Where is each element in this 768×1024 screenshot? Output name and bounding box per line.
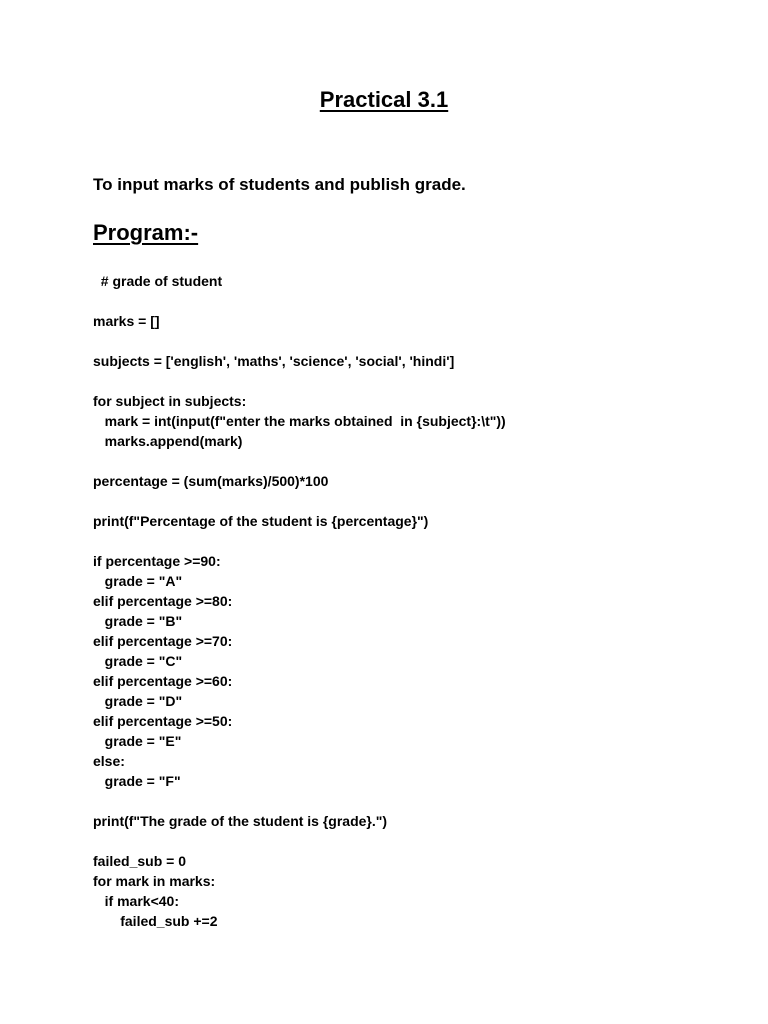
code-line: print(f"Percentage of the student is {percentage}") — [93, 513, 429, 529]
code-line — [93, 831, 713, 851]
code-line: if mark<40: — [93, 893, 179, 909]
code-line: for subject in subjects: — [93, 393, 247, 409]
code-line — [93, 451, 713, 471]
title-text: Practical 3.1 — [319, 87, 449, 112]
code-line: failed_sub +=2 — [93, 913, 218, 929]
code-line: subjects = ['english', 'maths', 'science', 'social', 'hindi'] — [93, 353, 455, 369]
code-line: grade = "D" — [93, 693, 183, 709]
code-line — [93, 531, 713, 551]
code-line: elif percentage >=70: — [93, 633, 233, 649]
code-line: grade = "F" — [93, 773, 181, 789]
code-line: grade = "E" — [93, 733, 182, 749]
code-line: else: — [93, 753, 125, 769]
code-line: marks = [] — [93, 313, 160, 329]
code-line: elif percentage >=60: — [93, 673, 233, 689]
code-line: grade = "A" — [93, 573, 183, 589]
aim-statement: To input marks of students and publish grade. — [93, 175, 466, 194]
code-line — [93, 371, 713, 391]
code-line: failed_sub = 0 — [93, 853, 186, 869]
code-line — [93, 291, 713, 311]
code-line: elif percentage >=50: — [93, 713, 233, 729]
document-title — [0, 85, 768, 115]
code-line — [93, 491, 713, 511]
code-block — [93, 271, 713, 931]
code-line — [93, 331, 713, 351]
code-line: if percentage >=90: — [93, 553, 221, 569]
code-line — [93, 791, 713, 811]
code-line: elif percentage >=80: — [93, 593, 233, 609]
code-line: mark = int(input(f"enter the marks obtained in {subject}:\t")) — [93, 413, 506, 429]
code-line: for mark in marks: — [93, 873, 216, 889]
code-line: percentage = (sum(marks)/500)*100 — [93, 473, 329, 489]
program-heading: Program:- — [93, 220, 199, 245]
code-line: print(f"The grade of the student is {grade}.") — [93, 813, 388, 829]
code-line: # grade of student — [93, 273, 223, 289]
code-line: grade = "C" — [93, 653, 183, 669]
code-line: marks.append(mark) — [93, 433, 243, 449]
code-line: grade = "B" — [93, 613, 183, 629]
